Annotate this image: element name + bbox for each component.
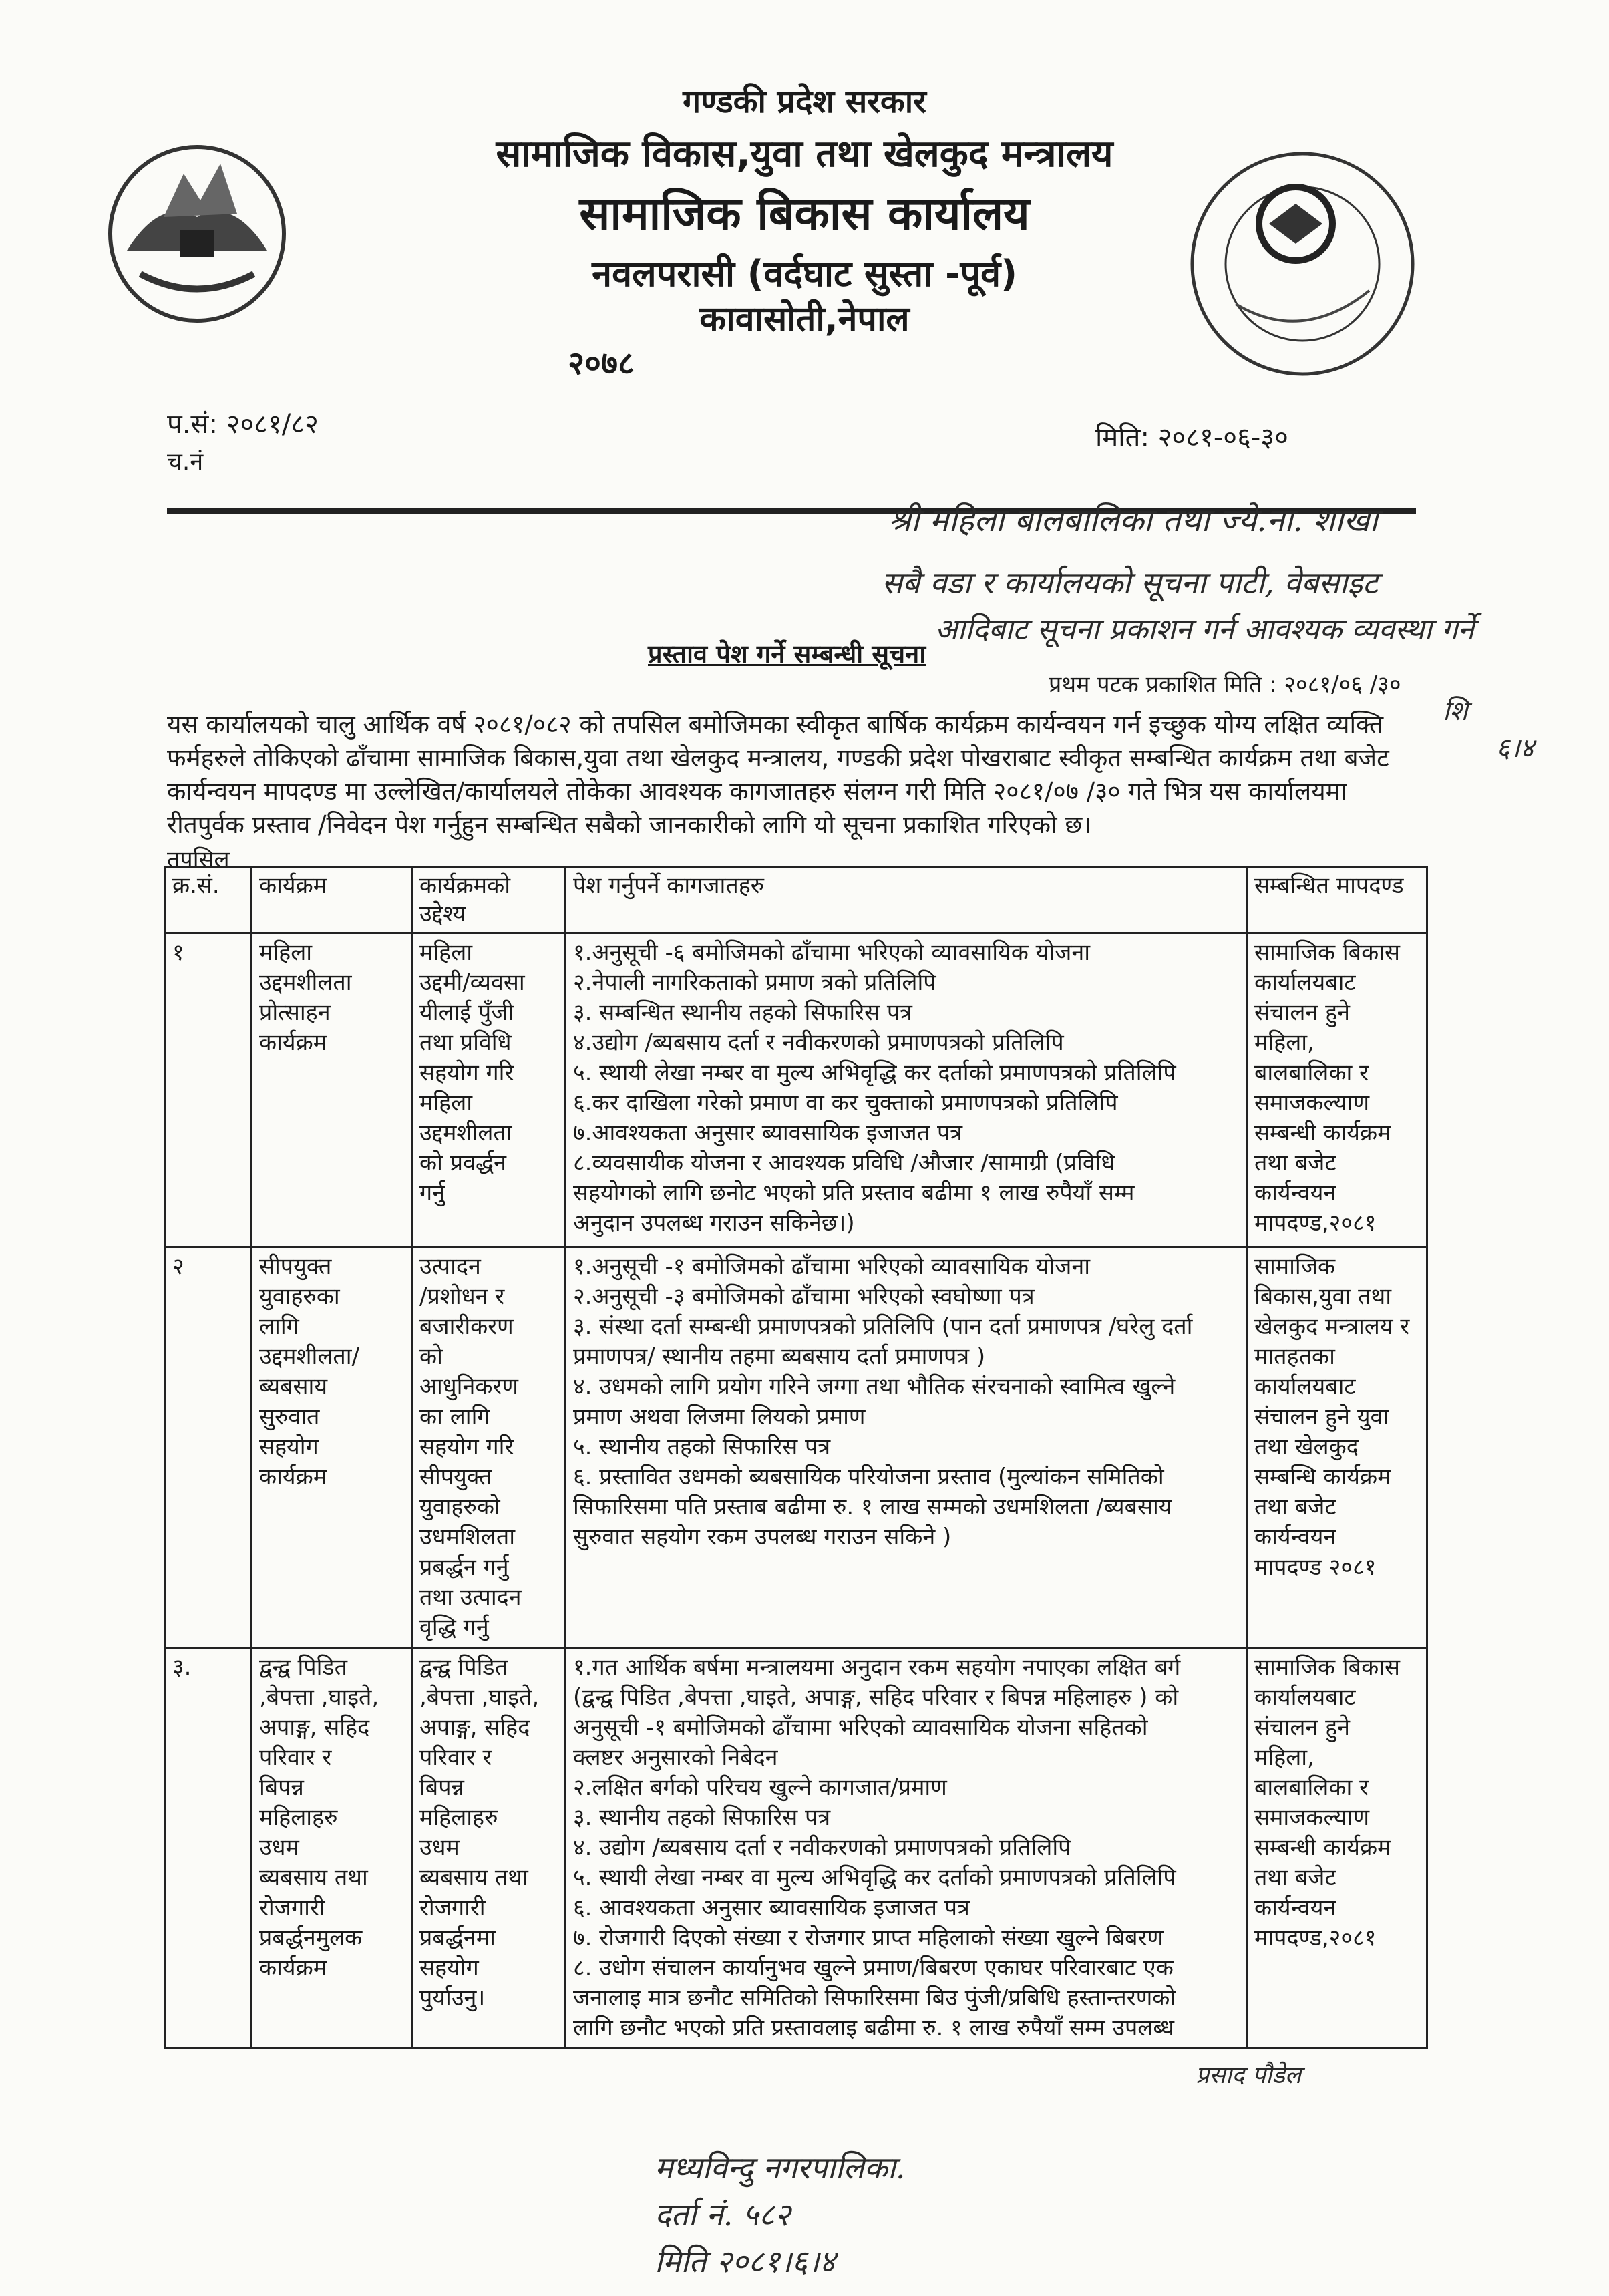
first-published-date: प्रथम पटक प्रकाशित मिति : २०८१/०६ /३० — [1049, 671, 1401, 698]
header-ministry: सामाजिक विकास,युवा तथा खेलकुद मन्त्रालय — [496, 132, 1113, 176]
cell-purpose-line: परिवार र — [419, 1744, 492, 1771]
cell-documents-line: २.लक्षित बर्गको परिचय खुल्ने कागजात/प्रमाण — [573, 1774, 947, 1801]
cell-program-line: अपाङ्ग, सहिद — [259, 1714, 370, 1741]
reference-number: प.सं: २०८१/८२ — [167, 409, 319, 440]
stamp-registration-number: दर्ता नं. ५८२ — [655, 2196, 791, 2233]
cell-program-line: रोजगारी — [259, 1895, 325, 1921]
cell-criteria-line: तथा बजेट — [1254, 1494, 1336, 1520]
cell-documents-line: अनुसूची -१ बमोजिमको ढाँचामा भरिएको व्यावसायिक योजना सहितको — [573, 1714, 1148, 1741]
cell-purpose-line: गर्नु — [419, 1180, 445, 1206]
cell-program-line: लागि — [259, 1313, 299, 1340]
cell-purpose-line: उद्दमशीलता — [419, 1120, 512, 1146]
cell-criteria-line: सामाजिक — [1254, 1253, 1336, 1280]
cell-documents-line: ६. आवश्यकता अनुसार ब्यावसायिक इजाजत पत्र — [573, 1895, 970, 1921]
paragraph-line: कार्यन्वयन मापदण्ड मा उल्लेखित/कार्यालयले तोकेका आवश्यक कागजातहरु संलग्न गरी मिति २०८१/०७ /३० गते भित्र यस कार्यालयमा — [167, 777, 1347, 806]
cell-documents-line: २.नेपाली नागरिकताको प्रमाण त्रको प्रतिलिपि — [573, 969, 936, 996]
cell-criteria-line: संचालन हुने युवा — [1254, 1404, 1389, 1430]
cell-program-line: प्रबर्द्धनमुलक — [259, 1925, 363, 1951]
cell-criteria-line: सामाजिक बिकास — [1254, 1654, 1401, 1681]
cell-documents-line: (द्वन्द्व पिडित ,बेपत्ता ,घाइते, अपाङ्ग, सहिद परिवार र बिपन्न महिलाहरु ) को — [573, 1684, 1179, 1711]
cell-criteria-line: संचालन हुने — [1254, 1714, 1351, 1741]
cell-purpose-line: तथा उत्पादन — [419, 1584, 522, 1611]
cell-program-line: कार्यक्रम — [259, 1029, 327, 1056]
cell-documents-line: १.अनुसूची -६ बमोजिमको ढाँचामा भरिएको व्यावसायिक योजना — [573, 939, 1091, 966]
cell-documents-line: ७. रोजगारी दिएको संख्या र रोजगार प्राप्त महिलाको संख्या खुल्ने बिबरण — [573, 1925, 1164, 1951]
cell-documents-line: २.अनुसूची -३ बमोजिमको ढाँचामा भरिएको स्वघोष्णा पत्र — [573, 1283, 1035, 1310]
cell-program-line: ,बेपत्ता ,घाइते, — [259, 1684, 379, 1711]
cell-purpose-line: को — [419, 1343, 443, 1370]
cell-purpose — [412, 1247, 566, 1648]
cell-sn: २ — [165, 1247, 252, 1648]
table-body — [165, 933, 1427, 2049]
cell-purpose-line: प्रबर्द्धन गर्नु — [419, 1554, 509, 1581]
cell-documents — [566, 933, 1247, 1247]
cell-criteria-line: तथा बजेट — [1254, 1150, 1336, 1176]
handwritten-initial: शि — [1443, 696, 1468, 727]
cell-purpose-line: सहयोग — [419, 1955, 479, 1981]
cell-criteria-line: बिकास,युवा तथा — [1254, 1283, 1392, 1310]
cell-program-line: कार्यक्रम — [259, 1955, 327, 1981]
stamp-municipality: मध्यविन्दु नगरपालिका. — [655, 2150, 906, 2186]
cell-program-line: उधम — [259, 1834, 299, 1861]
cell-documents-line: क्लष्टर अनुसारको निबेदन — [573, 1744, 778, 1771]
cell-criteria-line: तथा खेलकुद — [1254, 1434, 1359, 1460]
cell-program-line: बिपन्न — [259, 1774, 304, 1801]
cell-program-line: महिलाहरु — [259, 1804, 338, 1831]
cell-criteria-line: संचालन हुने — [1254, 999, 1351, 1026]
notice-paragraph — [167, 708, 1436, 842]
cell-documents-line: ५. स्थानीय तहको सिफारिस पत्र — [573, 1434, 831, 1460]
cell-documents-line: ५. स्थायी लेखा नम्बर वा मुल्य अभिवृद्धि कर दर्ताको प्रमाणपत्रको प्रतिलिपि — [573, 1059, 1176, 1086]
cell-documents-line: सुरुवात सहयोग रकम उपलब्ध गराउन सकिने ) — [573, 1524, 952, 1550]
cell-program-line: युवाहरुका — [259, 1283, 340, 1310]
cell-purpose-line: महिलाहरु — [419, 1804, 498, 1831]
cell-documents-line: जनालाइ मात्र छनौट समितिको सिफारिसमा बिउ पुंजी/प्रबिधि हस्तान्तरणको — [573, 1985, 1176, 2011]
header-year: २०७८ — [568, 345, 635, 382]
cell-purpose-line: सहयोग गरि — [419, 1434, 514, 1460]
cell-purpose-line: महिला — [419, 939, 473, 966]
cell-documents — [566, 1247, 1247, 1648]
cell-purpose-line: महिला — [419, 1090, 473, 1116]
cell-program-line: उद्दमशीलता — [259, 969, 352, 996]
cell-documents-line: ३. सम्बन्धित स्थानीय तहको सिफारिस पत्र — [573, 999, 912, 1026]
cell-sn: १ — [165, 933, 252, 1247]
notice-title: प्रस्ताव पेश गर्ने सम्बन्धी सूचना — [648, 639, 926, 669]
letter-date: मिति: २०८१-०६-३० — [1095, 422, 1288, 453]
cell-purpose-line: /प्रशोधन र — [419, 1283, 505, 1310]
cell-purpose-line: प्रबर्द्धनमा — [419, 1925, 496, 1951]
cell-documents-line: १.अनुसूची -१ बमोजिमको ढाँचामा भरिएको व्यावसायिक योजना — [573, 1253, 1091, 1280]
cell-documents — [566, 1648, 1247, 2049]
cell-purpose-line: का लागि — [419, 1404, 490, 1430]
handwritten-note-line3: आदिबाट सूचना प्रकाशन गर्न आवश्यक व्यवस्था गर्ने — [935, 613, 1475, 647]
cell-documents-line: ३. स्थानीय तहको सिफारिस पत्र — [573, 1804, 831, 1831]
cell-documents-line: ४.उद्योग /ब्यबसाय दर्ता र नवीकरणको प्रमाणपत्रको प्रतिलिपि — [573, 1029, 1064, 1056]
cell-documents-line: ८. उधोग संचालन कार्यानुभव खुल्ने प्रमाण/बिबरण एकाघर परिवारबाट एक — [573, 1955, 1174, 1981]
cell-purpose-line: वृद्धि गर्नु — [419, 1614, 489, 1641]
cell-criteria-line: समाजकल्याण — [1254, 1804, 1370, 1831]
cell-program-line: सीपयुक्त — [259, 1253, 332, 1280]
dispatch-number: च.नं — [167, 448, 204, 476]
cell-documents-line: ३. संस्था दर्ता सम्बन्धी प्रमाणपत्रको प्रतिलिपि (पान दर्ता प्रमाणपत्र /घरेलु दर्ता — [573, 1313, 1193, 1340]
header-purpose: कार्यक्रमको उद्देश्य — [412, 867, 566, 933]
cell-program-line: सहयोग — [259, 1434, 319, 1460]
cell-purpose-line: युवाहरुको — [419, 1494, 500, 1520]
cell-purpose-line: उत्पादन — [419, 1253, 481, 1280]
stamp-date: मिति २०८१।६।४ — [655, 2243, 836, 2279]
cell-documents-line: ८.व्यवसायीक योजना र आवश्यक प्रविधि /औजार /सामाग्री (प्रविधि — [573, 1150, 1115, 1176]
cell-documents-line: ६. प्रस्तावित उधमको ब्यबसायिक परियोजना प्रस्ताव (मुल्यांकन समितिको — [573, 1464, 1164, 1490]
cell-purpose-line: बिपन्न — [419, 1774, 464, 1801]
cell-purpose-line: आधुनिकरण — [419, 1373, 518, 1400]
cell-documents-line: ४. उद्योग /ब्यबसाय दर्ता र नवीकरणको प्रमाणपत्रको प्रतिलिपि — [573, 1834, 1071, 1861]
cell-program-line: प्रोत्साहन — [259, 999, 331, 1026]
cell-purpose-line: द्वन्द्व पिडित — [419, 1654, 508, 1681]
header-govt: गण्डकी प्रदेश सरकार — [683, 83, 926, 120]
cell-criteria-line: बालबालिका र — [1254, 1774, 1369, 1801]
cell-criteria-line: कार्यालयबाट — [1254, 1684, 1356, 1711]
cell-criteria-line: समाजकल्याण — [1254, 1090, 1370, 1116]
header-sn: क्र.सं. — [165, 867, 252, 933]
cell-program-line: ब्यबसाय तथा — [259, 1864, 368, 1891]
cell-program-line: द्वन्द्व पिडित — [259, 1654, 347, 1681]
handwritten-date: ६।४ — [1496, 733, 1534, 764]
cell-criteria-line: सम्बन्धी कार्यक्रम — [1254, 1120, 1391, 1146]
cell-criteria-line: मापदण्ड,२०८१ — [1254, 1925, 1377, 1951]
cell-criteria-line: तथा बजेट — [1254, 1864, 1336, 1891]
cell-purpose-line: रोजगारी — [419, 1895, 486, 1921]
header-criteria: सम्बन्धित मापदण्ड — [1247, 867, 1427, 933]
cell-documents-line: सिफारिसमा पति प्रस्ताब बढीमा रु. १ लाख सम्मको उधमशिलता /ब्यबसाय — [573, 1494, 1172, 1520]
paragraph-line: फर्महरुले तोकिएको ढाँचामा सामाजिक बिकास,युवा तथा खेलकुद मन्त्रालय, गण्डकी प्रदेश पोखराबाट स्वीकृत सम्बन्धित कार्यक्रम तथा बजेट — [167, 744, 1389, 772]
cell-criteria-line: महिला, — [1254, 1029, 1314, 1056]
table-row — [165, 933, 1427, 1247]
paragraph-line: रीतपुर्वक प्रस्ताव /निवेदन पेश गर्नुहुन सम्बन्धित सबैको जानकारीको लागि यो सूचना प्रकाशित गरिएको छ। — [167, 810, 1092, 839]
cell-purpose — [412, 933, 566, 1247]
cell-criteria-line: कार्यन्वयन — [1254, 1180, 1336, 1206]
cell-purpose-line: उधमशिलता — [419, 1524, 516, 1550]
cell-program-line: कार्यक्रम — [259, 1464, 327, 1490]
cell-criteria-line: कार्यालयबाट — [1254, 969, 1356, 996]
cell-purpose-line: ब्यबसाय तथा — [419, 1864, 528, 1891]
cell-documents-line: १.गत आर्थिक बर्षमा मन्त्रालयमा अनुदान रकम सहयोग नपाएका लक्षित बर्ग — [573, 1654, 1181, 1681]
cell-criteria-line: बालबालिका र — [1254, 1059, 1369, 1086]
header-program: कार्यक्रम — [252, 867, 412, 933]
cell-purpose-line: बजारीकरण — [419, 1313, 514, 1340]
cell-purpose-line: उधम — [419, 1834, 460, 1861]
cell-purpose-line: यीलाई पुँजी — [419, 999, 514, 1026]
cell-purpose-line: को प्रवर्द्धन — [419, 1150, 507, 1176]
cell-program-line: परिवार र — [259, 1744, 332, 1771]
cell-purpose-line: पुर्याउनु। — [419, 1985, 486, 2011]
paragraph-line: यस कार्यालयको चालु आर्थिक वर्ष २०८१/०८२ को तपसिल बमोजिमका स्वीकृत बार्षिक कार्यक्रम कार्यन्वयन गर्न इच्छुक योग्य लक्षित व्यक्ति — [167, 710, 1384, 739]
header-office: सामाजिक बिकास कार्यालय — [579, 188, 1030, 240]
cell-criteria-line: कार्यन्वयन — [1254, 1895, 1336, 1921]
cell-documents-line: अनुदान उपलब्ध गराउन सकिनेछ।) — [573, 1210, 855, 1237]
cell-program-line: सुरुवात — [259, 1404, 320, 1430]
cell-program-line: महिला — [259, 939, 313, 966]
header-documents: पेश गर्नुपर्ने कागजातहरु — [566, 867, 1247, 933]
cell-criteria-line: खेलकुद मन्त्रालय र — [1254, 1313, 1410, 1340]
table-header-row — [165, 867, 1427, 933]
header-district: नवलपरासी (वर्दघाट सुस्ता -पूर्व) — [592, 253, 1017, 295]
cell-criteria-line: कार्यन्वयन — [1254, 1524, 1336, 1550]
cell-program-line: उद्दमशीलता/ — [259, 1343, 360, 1370]
cell-program — [252, 933, 412, 1247]
signature: प्रसाद पौडेल — [1196, 2062, 1302, 2089]
cell-criteria-line: सम्बन्धि कार्यक्रम — [1254, 1464, 1391, 1490]
cell-program-line: ब्यबसाय — [259, 1373, 328, 1400]
cell-documents-line: ६.कर दाखिला गरेको प्रमाण वा कर चुक्ताको प्रमाणपत्रको प्रतिलिपि — [573, 1090, 1118, 1116]
handwritten-note-line2: सबै वडा र कार्यालयको सूचना पाटी, वेबसाइट — [882, 564, 1379, 601]
cell-documents-line: सहयोगको लागि छनोट भएको प्रति प्रस्ताव बढीमा १ लाख रुपैयाँ सम्म — [573, 1180, 1135, 1206]
cell-criteria-line: मापदण्ड २०८१ — [1254, 1554, 1377, 1581]
cell-criteria-line: मातहतका — [1254, 1343, 1335, 1370]
handwritten-note-line1: श्री महिला बालबालिका तथा ज्ये.ना. शाखा — [888, 502, 1378, 539]
cell-criteria — [1247, 933, 1427, 1247]
table-row — [165, 1648, 1427, 2049]
cell-program — [252, 1648, 412, 2049]
cell-purpose-line: सीपयुक्त — [419, 1464, 492, 1490]
cell-sn: ३. — [165, 1648, 252, 2049]
cell-criteria-line: सम्बन्धी कार्यक्रम — [1254, 1834, 1391, 1861]
cell-documents-line: ४. उधमको लागि प्रयोग गरिने जग्गा तथा भौतिक संरचनाको स्वामित्व खुल्ने — [573, 1373, 1176, 1400]
cell-purpose-line: तथा प्रविधि — [419, 1029, 512, 1056]
cell-purpose-line: अपाङ्ग, सहिद — [419, 1714, 530, 1741]
registration-stamp — [655, 2144, 906, 2285]
cell-documents-line: ५. स्थायी लेखा नम्बर वा मुल्य अभिवृद्धि कर दर्ताको प्रमाणपत्रको प्रतिलिपि — [573, 1864, 1176, 1891]
cell-purpose-line: सहयोग गरि — [419, 1059, 514, 1086]
table-row — [165, 1247, 1427, 1648]
cell-criteria — [1247, 1247, 1427, 1648]
cell-documents-line: प्रमाण अथवा लिजमा लियको प्रमाण — [573, 1404, 866, 1430]
cell-criteria-line: महिला, — [1254, 1744, 1314, 1771]
cell-criteria — [1247, 1648, 1427, 2049]
cell-criteria-line: कार्यालयबाट — [1254, 1373, 1356, 1400]
cell-documents-line: प्रमाणपत्र/ स्थानीय तहमा ब्यबसाय दर्ता प्रमाणपत्र ) — [573, 1343, 986, 1370]
cell-purpose-line: उद्दमी/व्यवसा — [419, 969, 525, 996]
cell-criteria-line: मापदण्ड,२०८१ — [1254, 1210, 1377, 1237]
program-table — [164, 866, 1428, 2049]
cell-program — [252, 1247, 412, 1648]
cell-documents-line: लागि छनौट भएको प्रति प्रस्तावलाइ बढीमा रु. १ लाख रुपैयाँ सम्म उपलब्ध — [573, 2015, 1174, 2041]
cell-documents-line: ७.आवश्यकता अनुसार ब्यावसायिक इजाजत पत्र — [573, 1120, 963, 1146]
cell-criteria-line: सामाजिक बिकास — [1254, 939, 1401, 966]
cell-purpose-line: ,बेपत्ता ,घाइते, — [419, 1684, 540, 1711]
cell-purpose — [412, 1648, 566, 2049]
schedule-label: तपसिल — [167, 846, 230, 873]
header-address: कावासोती,नेपाल — [699, 299, 910, 339]
